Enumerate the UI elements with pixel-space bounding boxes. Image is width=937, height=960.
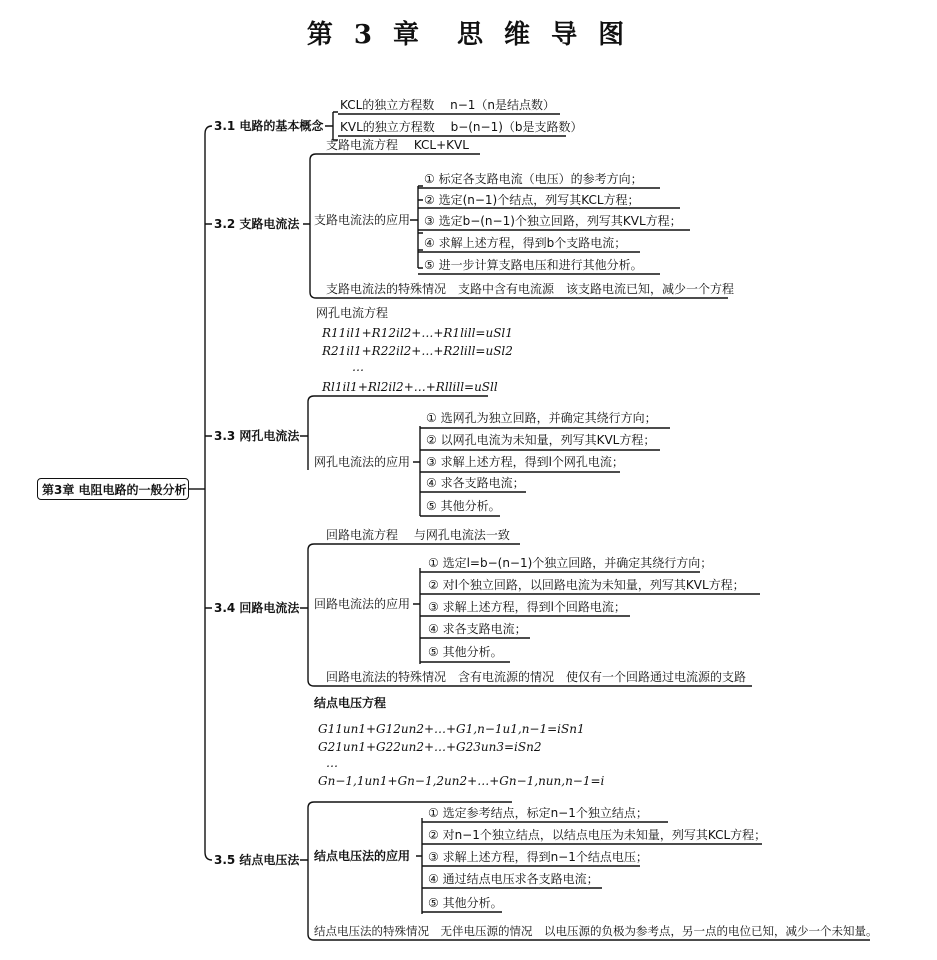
s32-step-3: ③ 选定b−(n−1)个独立回路，列写其KVL方程；	[424, 214, 682, 228]
s32-step-2: ② 选定(n−1)个结点，列写其KCL方程；	[424, 193, 640, 207]
s35-step-2: ② 对n−1个独立结点，以结点电压为未知量，列写其KCL方程；	[428, 828, 767, 842]
s33-step-5: ⑤ 其他分析。	[426, 499, 501, 513]
mesh-current-equation-heading: 网孔电流方程	[316, 306, 389, 320]
mesh-equation-2: R21il1+R22il2+…+R2lill=uSl2	[322, 344, 513, 358]
node-equation-2: G21un1+G22un2+…+G23un3=iSn2	[318, 740, 542, 754]
s34-step-2: ② 对l个独立回路，以回路电流为未知量，列写其KVL方程；	[428, 578, 745, 592]
s35-step-5: ⑤ 其他分析。	[428, 896, 503, 910]
s34-step-1: ① 选定l=b−(n−1)个独立回路，并确定其绕行方向；	[428, 556, 713, 570]
node-voltage-special-case: 结点电压法的特殊情况 无伴电压源的情况 以电压源的负极为参考点，另一点的电位已知，减少一个未知量。	[314, 924, 878, 938]
loop-current-equation: 回路电流方程 与网孔电流法一致	[326, 528, 510, 542]
branch-current-special-case: 支路电流法的特殊情况 支路中含有电流源 该支路电流已知，减少一个方程	[326, 282, 735, 296]
s32-step-5: ⑤ 进一步计算支路电压和进行其他分析。	[424, 258, 643, 272]
node-equation-1: G11un1+G12un2+…+G1,n−1u1,n−1=iSn1	[318, 722, 585, 736]
mesh-current-application: 网孔电流法的应用	[314, 455, 411, 469]
loop-current-application: 回路电流法的应用	[314, 597, 411, 611]
page-title: 第 3 章 思 维 导 图	[306, 20, 631, 50]
s34-step-3: ③ 求解上述方程，得到l个回路电流；	[428, 600, 626, 614]
node-equation-n-1: Gn−1,1un1+Gn−1,2un2+…+Gn−1,nun,n−1=i	[318, 774, 605, 788]
s32-step-1: ① 标定各支路电流（电压）的参考方向；	[424, 172, 643, 186]
s35-step-3: ③ 求解上述方程，得到n−1个结点电压；	[428, 850, 648, 864]
mesh-equation-l: Rl1il1+Rl2il2+…+Rllill=uSll	[322, 380, 498, 394]
s34-step-5: ⑤ 其他分析。	[428, 645, 503, 659]
s34-step-4: ④ 求各支路电流；	[428, 622, 527, 636]
s33-step-1: ① 选网孔为独立回路，并确定其绕行方向；	[426, 411, 657, 425]
section-3-3-label: 3.3 网孔电流法	[214, 429, 300, 443]
s32-step-4: ④ 求解上述方程，得到b个支路电流；	[424, 236, 627, 250]
kcl-count: KCL的独立方程数 n−1（n是结点数）	[340, 98, 555, 112]
section-3-5-label: 3.5 结点电压法	[214, 853, 300, 867]
s35-step-1: ① 选定参考结点，标定n−1个独立结点；	[428, 806, 648, 820]
section-3-2-label: 3.2 支路电流法	[214, 217, 300, 231]
loop-current-special-case: 回路电流法的特殊情况 含有电流源的情况 使仅有一个回路通过电流源的支路	[326, 670, 747, 684]
kvl-count: KVL的独立方程数 b−(n−1)（b是支路数）	[340, 120, 583, 134]
s33-step-4: ④ 求各支路电流；	[426, 476, 525, 490]
node-voltage-equation-heading: 结点电压方程	[314, 696, 387, 710]
section-3-1-label: 3.1 电路的基本概念	[214, 119, 324, 133]
mesh-equation-ellipsis: …	[352, 360, 364, 374]
root-node: 第3章 电阻电路的一般分析	[37, 478, 189, 500]
branch-current-equation: 支路电流方程 KCL+KVL	[326, 138, 469, 152]
branch-current-application: 支路电流法的应用	[314, 213, 411, 227]
s33-step-3: ③ 求解上述方程，得到l个网孔电流；	[426, 455, 624, 469]
section-3-4-label: 3.4 回路电流法	[214, 601, 300, 615]
node-equation-ellipsis: …	[326, 756, 338, 770]
s35-step-4: ④ 通过结点电压求各支路电流；	[428, 872, 599, 886]
mesh-equation-1: R11il1+R12il2+…+R1lill=uSl1	[322, 326, 513, 340]
s33-step-2: ② 以网孔电流为未知量，列写其KVL方程；	[426, 433, 656, 447]
node-voltage-application: 结点电压法的应用	[314, 849, 411, 863]
